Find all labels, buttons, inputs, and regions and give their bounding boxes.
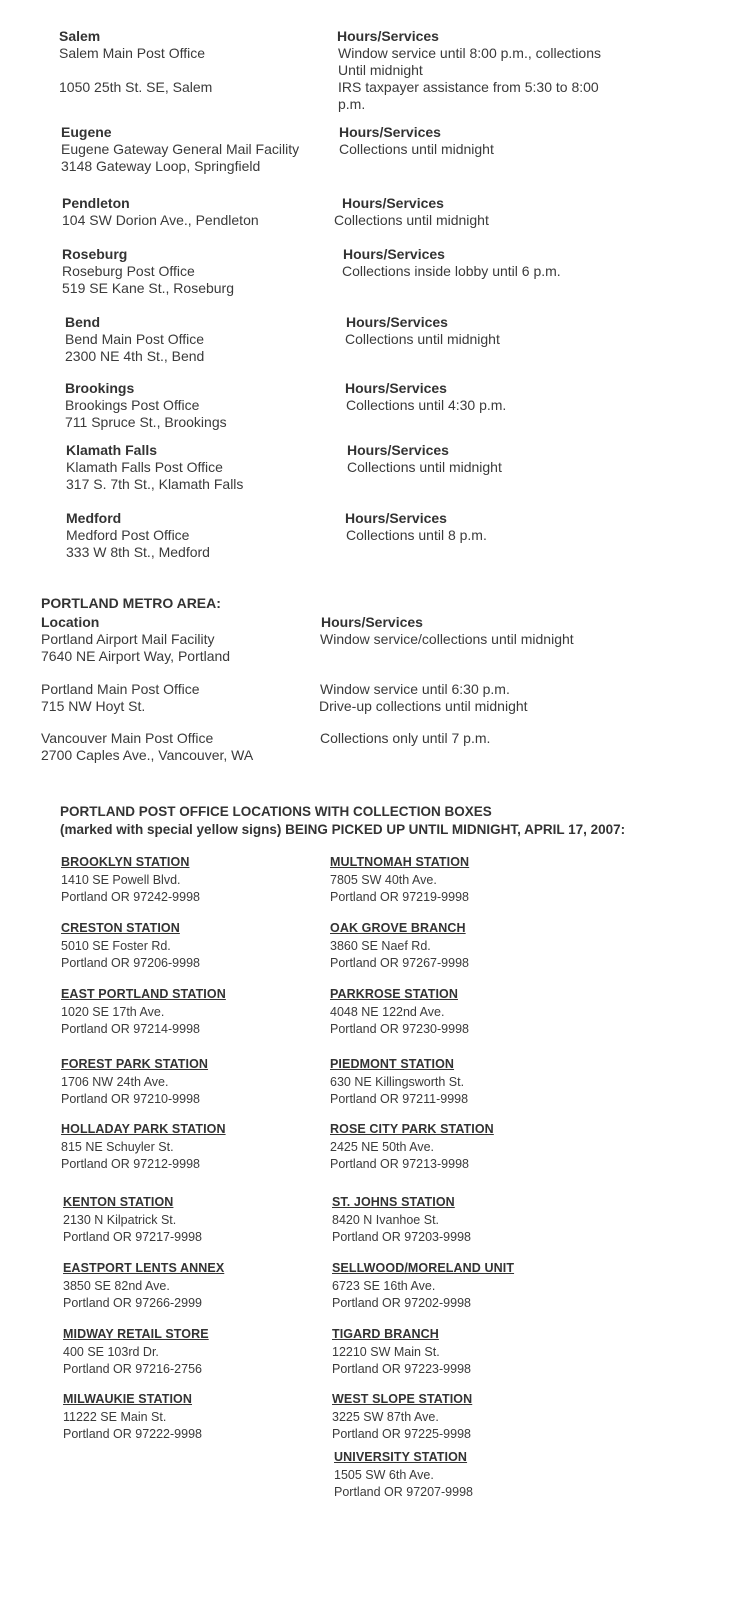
station-name: WEST SLOPE STATION <box>332 1392 473 1406</box>
city-address-line: 519 SE Kane St., Roseburg <box>62 280 234 296</box>
hours-line: Collections until 4:30 p.m. <box>346 397 507 413</box>
station-address: 630 NE Killingsworth St. <box>330 1075 465 1089</box>
hours-services-label: Hours/Services <box>339 124 441 140</box>
station-name: OAK GROVE BRANCH <box>330 921 466 935</box>
hours-line: p.m. <box>338 96 366 112</box>
hours-line: Collections until midnight <box>334 212 489 228</box>
city-title: Medford <box>66 510 122 526</box>
station-name: PIEDMONT STATION <box>330 1057 455 1071</box>
city-address-line: Medford Post Office <box>66 527 190 543</box>
station-address: 3850 SE 82nd Ave. <box>63 1279 170 1293</box>
station-name: EASTPORT LENTS ANNEX <box>63 1261 225 1275</box>
metro-location-line: 7640 NE Airport Way, Portland <box>41 648 231 664</box>
station-name: TIGARD BRANCH <box>332 1327 439 1341</box>
boxes-heading-1: PORTLAND POST OFFICE LOCATIONS WITH COLLECTION BOXES <box>60 804 492 819</box>
city-address-line: Klamath Falls Post Office <box>66 459 223 475</box>
city-title: Roseburg <box>62 246 128 262</box>
station-name: ST. JOHNS STATION <box>332 1195 455 1209</box>
station-city: Portland OR 97216-2756 <box>63 1362 202 1376</box>
station-address: 400 SE 103rd Dr. <box>63 1345 159 1359</box>
station-address: 1706 NW 24th Ave. <box>61 1075 169 1089</box>
hours-line: Until midnight <box>338 62 423 78</box>
metro-hours-header: Hours/Services <box>321 614 423 630</box>
station-city: Portland OR 97202-9998 <box>332 1296 471 1310</box>
city-address-line: 2300 NE 4th St., Bend <box>65 348 205 364</box>
metro-hours-line: Drive-up collections until midnight <box>319 698 528 714</box>
station-city: Portland OR 97213-9998 <box>330 1157 469 1171</box>
station-name: MULTNOMAH STATION <box>330 855 470 869</box>
station-address: 3225 SW 87th Ave. <box>332 1410 439 1424</box>
station-name: HOLLADAY PARK STATION <box>61 1122 226 1136</box>
metro-title: PORTLAND METRO AREA: <box>41 595 221 611</box>
station-address: 5010 SE Foster Rd. <box>61 939 171 953</box>
station-city: Portland OR 97242-9998 <box>61 890 200 904</box>
city-address-line: Bend Main Post Office <box>65 331 205 347</box>
city-address-line: Roseburg Post Office <box>62 263 195 279</box>
metro-hours-line: Window service until 6:30 p.m. <box>320 681 510 697</box>
station-address: 2130 N Kilpatrick St. <box>63 1213 177 1227</box>
station-address: 6723 SE 16th Ave. <box>332 1279 436 1293</box>
hours-line: Window service until 8:00 p.m., collections <box>338 45 601 61</box>
station-name: FOREST PARK STATION <box>61 1057 209 1071</box>
city-address-line: 333 W 8th St., Medford <box>66 544 210 560</box>
city-title: Klamath Falls <box>66 442 158 458</box>
station-address: 12210 SW Main St. <box>332 1345 440 1359</box>
station-address: 7805 SW 40th Ave. <box>330 873 437 887</box>
metro-location-line: Portland Main Post Office <box>41 681 200 697</box>
hours-services-label: Hours/Services <box>345 510 447 526</box>
station-address: 1410 SE Powell Blvd. <box>61 873 181 887</box>
city-title: Pendleton <box>62 195 130 211</box>
station-city: Portland OR 97203-9998 <box>332 1230 471 1244</box>
station-city: Portland OR 97219-9998 <box>330 890 469 904</box>
station-city: Portland OR 97222-9998 <box>63 1427 202 1441</box>
station-city: Portland OR 97211-9998 <box>330 1092 469 1106</box>
hours-line: Collections until 8 p.m. <box>346 527 487 543</box>
station-address: 3860 SE Naef Rd. <box>330 939 431 953</box>
station-city: Portland OR 97225-9998 <box>332 1427 471 1441</box>
station-address: 4048 NE 122nd Ave. <box>330 1005 445 1019</box>
hours-services-label: Hours/Services <box>347 442 449 458</box>
city-title: Salem <box>59 28 101 44</box>
station-name: MIDWAY RETAIL STORE <box>63 1327 209 1341</box>
station-address: 11222 SE Main St. <box>63 1410 167 1424</box>
station-name: UNIVERSITY STATION <box>334 1450 468 1464</box>
station-address: 815 NE Schuyler St. <box>61 1140 174 1154</box>
hours-services-label: Hours/Services <box>337 28 439 44</box>
hours-line: Collections until midnight <box>345 331 500 347</box>
metro-location-line: Vancouver Main Post Office <box>41 730 214 746</box>
city-title: Bend <box>65 314 100 330</box>
station-address: 8420 N Ivanhoe St. <box>332 1213 440 1227</box>
city-address-line: 1050 25th St. SE, Salem <box>59 79 213 95</box>
station-name: MILWAUKIE STATION <box>63 1392 193 1406</box>
metro-location-header: Location <box>41 614 100 630</box>
hours-line: Collections until midnight <box>347 459 502 475</box>
station-name: EAST PORTLAND STATION <box>61 987 226 1001</box>
station-city: Portland OR 97206-9998 <box>61 956 200 970</box>
station-city: Portland OR 97212-9998 <box>61 1157 200 1171</box>
station-address: 1020 SE 17th Ave. <box>61 1005 165 1019</box>
city-address-line: Eugene Gateway General Mail Facility <box>61 141 300 157</box>
station-city: Portland OR 97230-9998 <box>330 1022 469 1036</box>
boxes-heading-2: (marked with special yellow signs) BEING PICKED UP UNTIL MIDNIGHT, APRIL 17, 2007: <box>60 822 626 837</box>
metro-location-line: 2700 Caples Ave., Vancouver, WA <box>41 747 254 763</box>
metro-hours-line: Collections only until 7 p.m. <box>320 730 491 746</box>
station-address: 1505 SW 6th Ave. <box>334 1468 434 1482</box>
station-name: ROSE CITY PARK STATION <box>330 1122 494 1136</box>
station-city: Portland OR 97210-9998 <box>61 1092 200 1106</box>
station-city: Portland OR 97214-9998 <box>61 1022 200 1036</box>
city-address-line: 104 SW Dorion Ave., Pendleton <box>62 212 259 228</box>
metro-hours-line: Window service/collections until midnight <box>320 631 574 647</box>
hours-services-label: Hours/Services <box>346 314 448 330</box>
station-address: 2425 NE 50th Ave. <box>330 1140 435 1154</box>
station-city: Portland OR 97267-9998 <box>330 956 469 970</box>
hours-services-label: Hours/Services <box>342 195 444 211</box>
station-city: Portland OR 97223-9998 <box>332 1362 471 1376</box>
hours-line: Collections until midnight <box>339 141 494 157</box>
station-name: SELLWOOD/MORELAND UNIT <box>332 1261 515 1275</box>
city-address-line: Salem Main Post Office <box>59 45 206 61</box>
hours-line: IRS taxpayer assistance from 5:30 to 8:00 <box>338 79 599 95</box>
hours-services-label: Hours/Services <box>345 380 447 396</box>
station-name: CRESTON STATION <box>61 921 180 935</box>
city-title: Brookings <box>65 380 135 396</box>
metro-location-line: 715 NW Hoyt St. <box>41 698 146 714</box>
city-title: Eugene <box>61 124 112 140</box>
city-address-line: 317 S. 7th St., Klamath Falls <box>66 476 244 492</box>
city-address-line: 3148 Gateway Loop, Springfield <box>61 158 261 174</box>
station-city: Portland OR 97266-2999 <box>63 1296 202 1310</box>
hours-line: Collections inside lobby until 6 p.m. <box>342 263 561 279</box>
station-name: PARKROSE STATION <box>330 987 458 1001</box>
city-address-line: 711 Spruce St., Brookings <box>65 414 227 430</box>
station-city: Portland OR 97217-9998 <box>63 1230 202 1244</box>
metro-location-line: Portland Airport Mail Facility <box>41 631 215 647</box>
station-name: BROOKLYN STATION <box>61 855 190 869</box>
hours-services-label: Hours/Services <box>343 246 445 262</box>
city-address-line: Brookings Post Office <box>65 397 200 413</box>
station-name: KENTON STATION <box>63 1195 174 1209</box>
station-city: Portland OR 97207-9998 <box>334 1485 473 1499</box>
